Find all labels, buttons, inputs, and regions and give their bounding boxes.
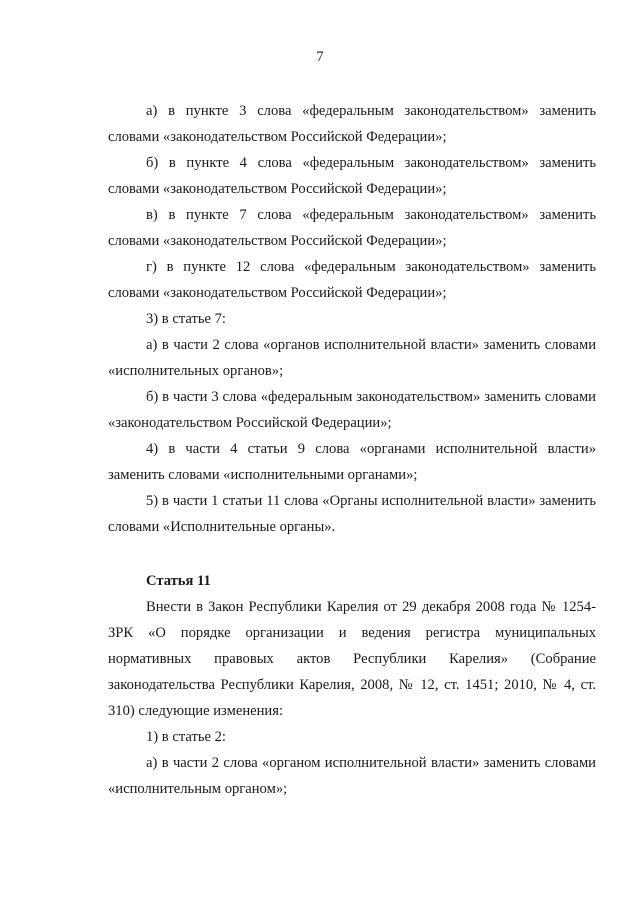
paragraph-item-5-article-11: 5) в части 1 статьи 11 слова «Органы исполнительной власти» заменить словами «Исполнительные органы». xyxy=(108,493,596,535)
paragraph-item-1-article-2: 1) в статье 2: xyxy=(146,729,226,745)
page-number: 7 xyxy=(316,49,324,65)
paragraph-item-4-article-9: 4) в части 4 статьи 9 слова «органами исполнительной власти» заменить словами «исполнительными органами»; xyxy=(108,441,596,483)
paragraph-amendment-a-point-3: а) в пункте 3 слова «федеральным законодательством» заменить словами «законодательством Российской Федерации»; xyxy=(108,103,596,145)
paragraph-article-11-intro: Внести в Закон Республики Карелия от 29 декабря 2008 года № 1254-ЗРК «О порядке организации и ведения регистра муниципальных нормативных правовых актов Республики Карелия» (Собрание законодательства Республики Карелия, 2008, № 12, ст. 1451; 2010, № 4, ст. 310) следующие изменения: xyxy=(108,599,596,719)
paragraph-amendment-b-point-4: б) в пункте 4 слова «федеральным законодательством» заменить словами «законодательством Российской Федерации»; xyxy=(108,155,596,197)
paragraph-amendment-v-point-7: в) в пункте 7 слова «федеральным законодательством» заменить словами «законодательством Российской Федерации»; xyxy=(108,207,596,249)
section-spacer xyxy=(108,540,596,568)
article-heading: Статья 11 xyxy=(146,573,211,589)
paragraph-item-3-article-7: 3) в статье 7: xyxy=(146,311,226,327)
paragraph-amendment-g-point-12: г) в пункте 12 слова «федеральным законодательством» заменить словами «законодательством Российской Федерации»; xyxy=(108,259,596,301)
paragraph-amendment-b-part-3: б) в части 3 слова «федеральным законодательством» заменить словами «законодательством Российской Федерации»; xyxy=(108,389,596,431)
paragraph-amendment-a-part-2: а) в части 2 слова «органов исполнительной власти» заменить словами «исполнительных органов»; xyxy=(108,337,596,379)
document-body xyxy=(108,98,596,802)
paragraph-amendment-a-part-2-article-2: а) в части 2 слова «органом исполнительной власти» заменить словами «исполнительным органом»; xyxy=(108,755,596,797)
